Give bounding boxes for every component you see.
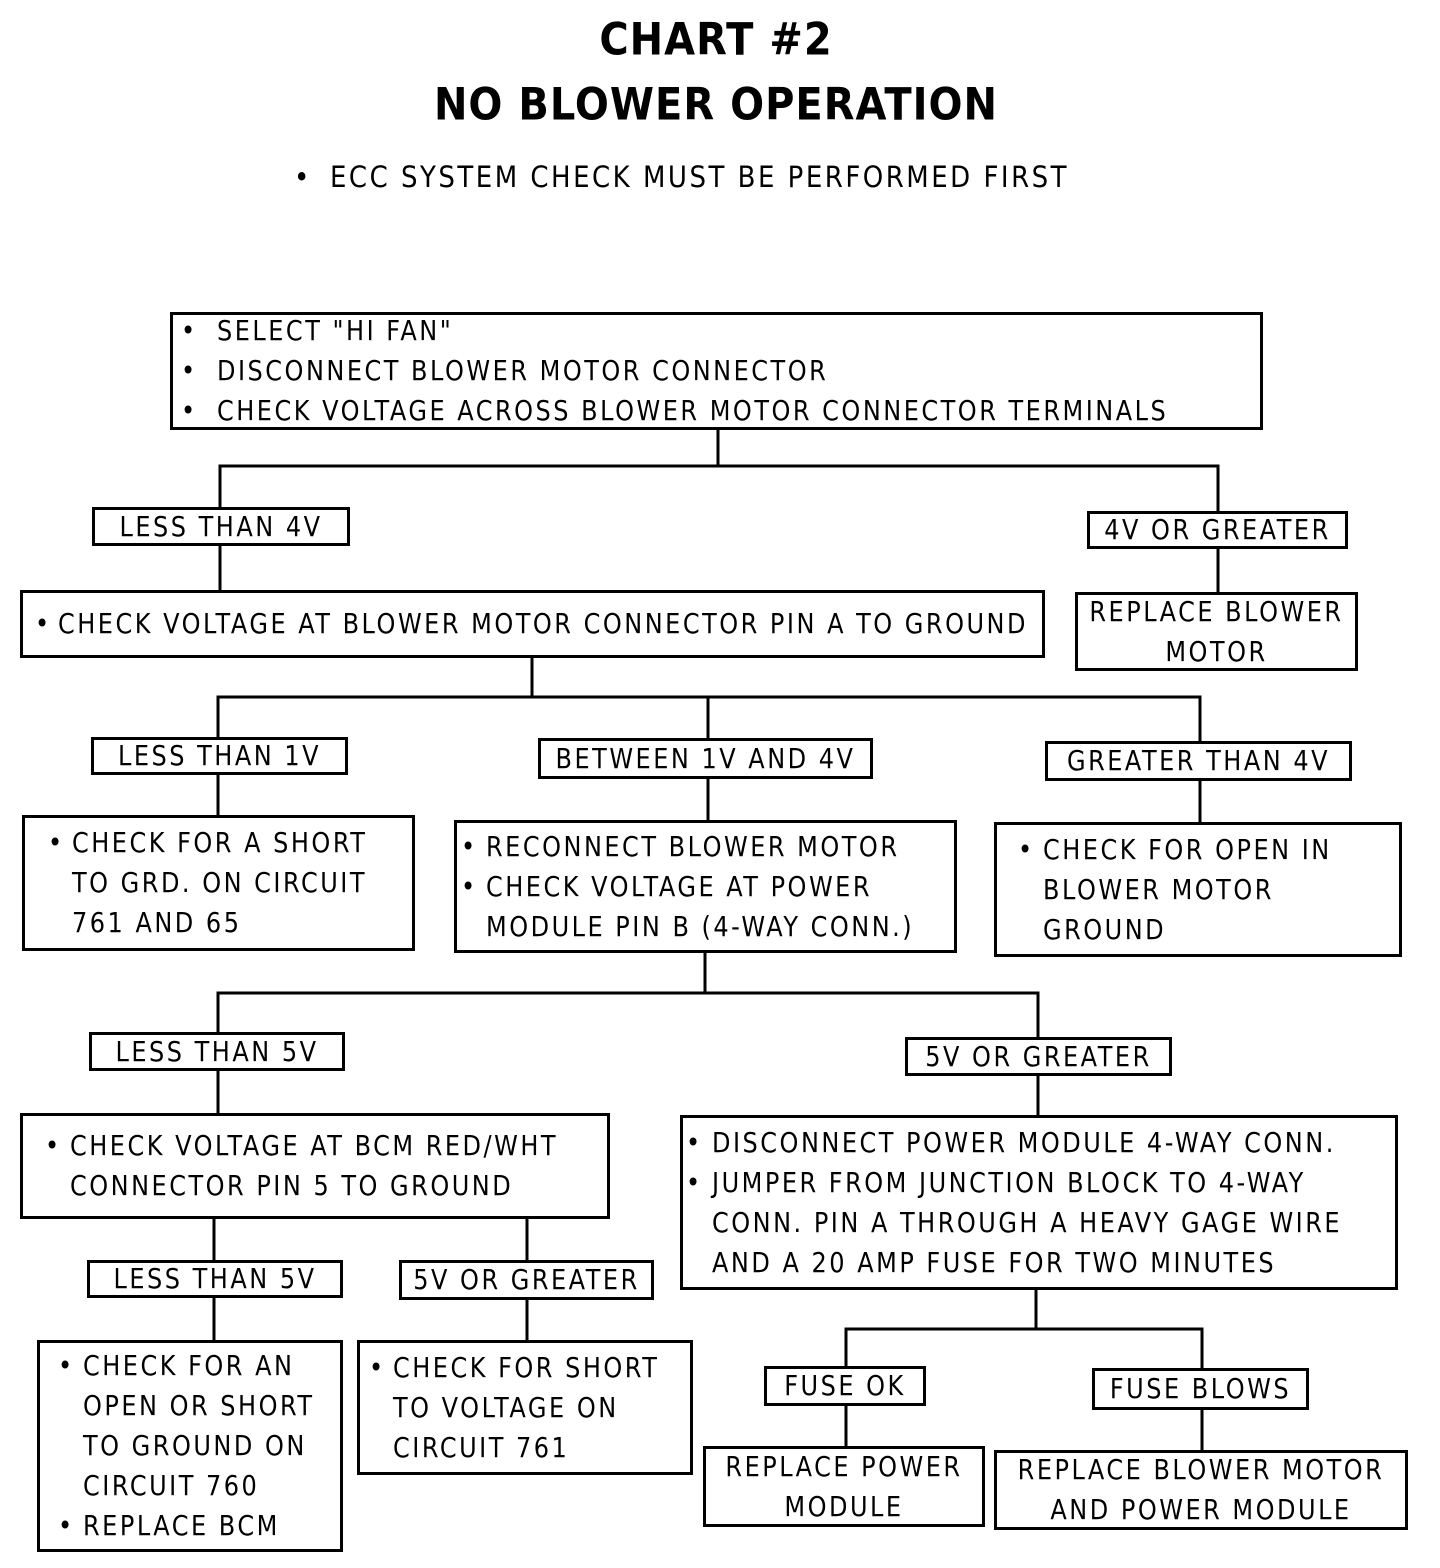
step-text: 761 AND 65 — [72, 906, 242, 940]
step-line — [686, 1120, 1395, 1166]
step-line — [997, 1487, 1405, 1530]
step-line — [1078, 629, 1355, 672]
result-replace-blower-motor-box — [1075, 592, 1358, 671]
step-line — [686, 1160, 1395, 1206]
branch-text: FUSE BLOWS — [1109, 1372, 1292, 1406]
bullet-icon: • — [369, 1351, 386, 1384]
bullet-icon: • — [294, 161, 312, 195]
bullet-icon: • — [461, 830, 478, 863]
branch-text: FUSE OK — [784, 1369, 906, 1403]
step-line — [706, 1446, 982, 1490]
step-text: CHECK VOLTAGE ACROSS BLOWER MOTOR CONNECTOR TERMINALS — [217, 394, 1169, 428]
bullet-icon: • — [181, 394, 198, 428]
branch-text: 4V OR GREATER — [1104, 513, 1331, 547]
result-replace-power-module-box — [703, 1446, 985, 1527]
step-line — [369, 1345, 690, 1391]
step-line — [369, 1385, 690, 1431]
step-line — [461, 864, 954, 910]
prerequisite-text: ECC SYSTEM CHECK MUST BE PERFORMED FIRST — [330, 161, 1070, 195]
step-text: SELECT "HI FAN" — [217, 314, 454, 348]
step-line — [45, 1163, 607, 1209]
step-text: REPLACE BCM — [83, 1509, 280, 1543]
step-text: BLOWER MOTOR — [1043, 873, 1274, 906]
step-check-circuit-761-box — [357, 1340, 693, 1475]
branch-text: LESS THAN 5V — [115, 1035, 319, 1068]
step-jumper-test-box — [680, 1115, 1398, 1290]
branch-label-fuse-blows — [1092, 1368, 1309, 1410]
branch-label-4v-or-greater — [1087, 511, 1348, 549]
step-text: CIRCUIT 760 — [83, 1469, 260, 1503]
branch-text: 5V OR GREATER — [925, 1040, 1152, 1073]
step-line — [369, 1425, 690, 1471]
step-line — [1018, 827, 1399, 873]
step-check-pin-a-box — [20, 590, 1045, 658]
step-text: MODULE PIN B (4-WAY CONN.) — [486, 910, 915, 943]
step-line — [706, 1484, 982, 1528]
step-text: DISCONNECT POWER MODULE 4-WAY CONN. — [712, 1126, 1336, 1159]
branch-label-5v-or-greater — [905, 1037, 1172, 1076]
step-text: AND POWER MODULE — [1050, 1493, 1352, 1527]
bullet-icon: • — [58, 1509, 75, 1543]
step-line — [58, 1503, 340, 1549]
branch-label-less-than-4v — [92, 507, 350, 546]
chart-number-title: CHART #2 — [599, 14, 833, 66]
branch-text: LESS THAN 5V — [113, 1262, 317, 1296]
branch-label-between-1v-and-4v — [538, 738, 873, 779]
chart-heading: NO BLOWER OPERATION — [433, 79, 999, 131]
step-text: RECONNECT BLOWER MOTOR — [486, 830, 900, 863]
branch-text: GREATER THAN 4V — [1066, 744, 1330, 778]
step-text: REPLACE BLOWER — [1089, 595, 1344, 628]
step-line — [181, 388, 1260, 430]
bullet-icon: • — [686, 1126, 703, 1159]
branch-label-fuse-ok — [764, 1366, 926, 1406]
branch-label-5v-or-greater — [399, 1260, 654, 1300]
step-check-bcm-box — [20, 1113, 610, 1219]
bullet-icon: • — [461, 870, 478, 903]
step-text: CHECK FOR A SHORT — [72, 826, 368, 860]
bullet-icon: • — [686, 1166, 703, 1199]
step-text: MOTOR — [1165, 635, 1268, 668]
bullet-icon: • — [48, 826, 65, 860]
step-select-hi-fan-box — [170, 312, 1263, 430]
step-check-circuit-760-box — [37, 1340, 343, 1552]
step-text: CIRCUIT 761 — [393, 1431, 570, 1464]
step-line — [1018, 867, 1399, 913]
step-text: CHECK FOR OPEN IN — [1043, 833, 1332, 866]
bullet-icon: • — [35, 607, 52, 641]
step-text: CONN. PIN A THROUGH A HEAVY GAGE WIRE — [712, 1206, 1343, 1239]
step-text: CHECK VOLTAGE AT POWER — [486, 870, 873, 903]
step-text: CHECK VOLTAGE AT BCM RED/WHT — [70, 1129, 559, 1163]
bullet-icon: • — [45, 1129, 62, 1163]
step-line — [1018, 907, 1399, 953]
bullet-icon: • — [181, 354, 198, 388]
step-check-open-ground-box — [994, 822, 1402, 957]
step-line — [461, 824, 954, 870]
step-text: CHECK VOLTAGE AT BLOWER MOTOR CONNECTOR PIN A TO GROUND — [58, 607, 1028, 641]
step-text: JUMPER FROM JUNCTION BLOCK TO 4-WAY — [712, 1166, 1306, 1199]
step-line — [35, 601, 1042, 647]
step-text: TO GROUND ON — [83, 1429, 307, 1463]
branch-text: LESS THAN 1V — [117, 739, 322, 773]
step-text: GROUND — [1043, 913, 1167, 946]
branch-label-less-than-1v — [91, 737, 348, 775]
bullet-icon: • — [181, 314, 198, 348]
step-reconnect-blower-motor-box — [454, 820, 957, 953]
step-line — [686, 1240, 1395, 1286]
bullet-icon: • — [58, 1349, 75, 1383]
branch-label-greater-than-4v — [1045, 741, 1352, 781]
step-check-short-761-65-box — [22, 815, 415, 951]
branch-text: BETWEEN 1V AND 4V — [555, 742, 856, 775]
step-text: CHECK FOR SHORT — [393, 1351, 660, 1384]
step-text: CHECK FOR AN — [83, 1349, 295, 1383]
step-line — [48, 900, 412, 946]
branch-label-less-than-5v — [87, 1260, 343, 1298]
step-line — [461, 904, 954, 950]
branch-text: LESS THAN 4V — [119, 510, 323, 543]
result-replace-motor-and-module-box — [994, 1450, 1408, 1530]
step-text: DISCONNECT BLOWER MOTOR CONNECTOR — [217, 354, 829, 388]
step-text: TO GRD. ON CIRCUIT — [72, 866, 368, 900]
bullet-icon: • — [1018, 833, 1035, 866]
branch-label-less-than-5v — [89, 1032, 345, 1071]
step-text: REPLACE BLOWER MOTOR — [1017, 1453, 1385, 1487]
step-text: CONNECTOR PIN 5 TO GROUND — [70, 1169, 514, 1203]
step-text: OPEN OR SHORT — [83, 1389, 315, 1423]
step-text: AND A 20 AMP FUSE FOR TWO MINUTES — [712, 1246, 1277, 1279]
step-text: TO VOLTAGE ON — [393, 1391, 619, 1424]
step-text: MODULE — [784, 1490, 904, 1523]
step-line — [686, 1200, 1395, 1246]
step-text: REPLACE POWER — [725, 1450, 963, 1483]
branch-text: 5V OR GREATER — [413, 1263, 640, 1297]
